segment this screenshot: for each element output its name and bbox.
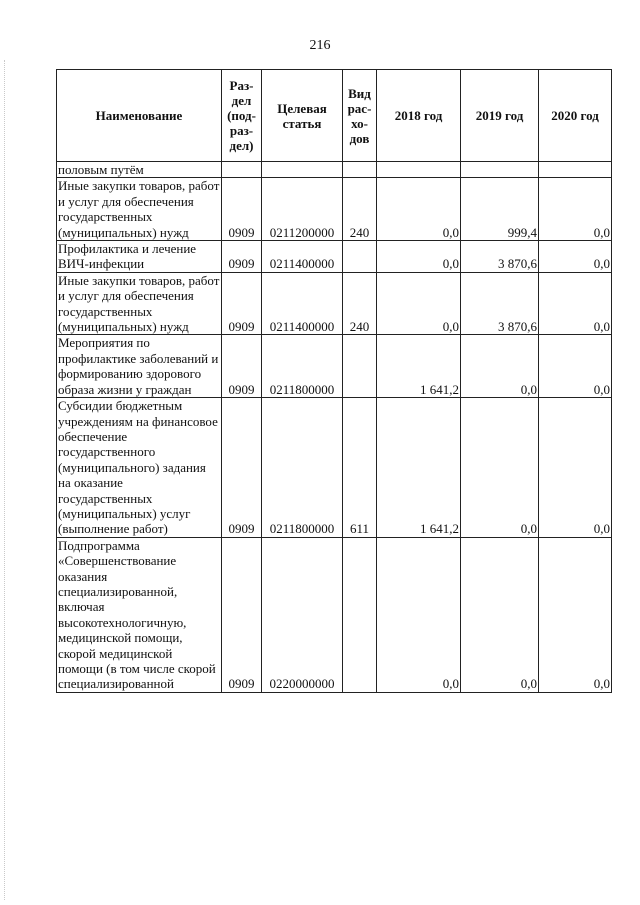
cell-section: 0909 — [222, 178, 262, 241]
cell-section: 0909 — [222, 537, 262, 692]
cell-name: Профилактика и лечение ВИЧ-инфекции — [57, 241, 222, 273]
cell-2020: 0,0 — [539, 241, 612, 273]
cell-2019: 0,0 — [461, 335, 539, 398]
cell-target: 0211800000 — [262, 335, 343, 398]
cell-expense — [343, 241, 377, 273]
cell-2020 — [539, 162, 612, 178]
cell-expense — [343, 162, 377, 178]
cell-name: половым путём — [57, 162, 222, 178]
cell-2019 — [461, 162, 539, 178]
cell-2020: 0,0 — [539, 272, 612, 335]
cell-section: 0909 — [222, 272, 262, 335]
cell-2019: 0,0 — [461, 537, 539, 692]
table-row — [57, 335, 612, 398]
cell-name: Субсидии бюджетным учреждениям на финансовое обеспечение государственного (муниципального) задания на оказание государственных (муниципальных) услуг (выполнение работ) — [57, 398, 222, 538]
cell-expense: 240 — [343, 272, 377, 335]
cell-2020: 0,0 — [539, 178, 612, 241]
header-2020: 2020 год — [539, 70, 612, 162]
page-number: 216 — [309, 38, 331, 53]
cell-2019: 0,0 — [461, 398, 539, 538]
header-target: Целевая статья — [262, 70, 343, 162]
table-row — [57, 162, 612, 178]
cell-section — [222, 162, 262, 178]
cell-name: Иные закупки товаров, работ и услуг для обеспечения государственных (муниципальных) нужд — [57, 272, 222, 335]
cell-section: 0909 — [222, 241, 262, 273]
table-row — [57, 537, 612, 692]
cell-name: Иные закупки товаров, работ и услуг для обеспечения государственных (муниципальных) нужд — [57, 178, 222, 241]
cell-target — [262, 162, 343, 178]
cell-expense — [343, 537, 377, 692]
header-expense: Вид рас- хо- дов — [343, 70, 377, 162]
cell-name: Подпрограмма «Совершенствование оказания специализированной, включая высокотехнологичную, медицинской помощи, скорой медицинской помощи (в том числе скорой специализированной — [57, 537, 222, 692]
cell-target: 0211800000 — [262, 398, 343, 538]
cell-target: 0220000000 — [262, 537, 343, 692]
table-header-row — [57, 70, 612, 162]
cell-2019: 999,4 — [461, 178, 539, 241]
budget-table — [56, 69, 612, 693]
cell-name: Мероприятия по профилактике заболеваний и формированию здорового образа жизни у граждан — [57, 335, 222, 398]
header-2018: 2018 год — [377, 70, 461, 162]
cell-2018 — [377, 162, 461, 178]
cell-2019: 3 870,6 — [461, 241, 539, 273]
cell-target: 0211200000 — [262, 178, 343, 241]
cell-2018: 0,0 — [377, 178, 461, 241]
header-section: Раз- дел (под- раз- дел) — [222, 70, 262, 162]
cell-2018: 0,0 — [377, 241, 461, 273]
cell-2018: 1 641,2 — [377, 398, 461, 538]
cell-section: 0909 — [222, 335, 262, 398]
header-name: Наименование — [57, 70, 222, 162]
cell-expense: 611 — [343, 398, 377, 538]
cell-target: 0211400000 — [262, 272, 343, 335]
table-row — [57, 178, 612, 241]
header-2019: 2019 год — [461, 70, 539, 162]
cell-2018: 0,0 — [377, 272, 461, 335]
page-edge-marks — [4, 60, 5, 900]
cell-2019: 3 870,6 — [461, 272, 539, 335]
cell-expense: 240 — [343, 178, 377, 241]
cell-target: 0211400000 — [262, 241, 343, 273]
cell-expense — [343, 335, 377, 398]
cell-2018: 0,0 — [377, 537, 461, 692]
cell-2020: 0,0 — [539, 335, 612, 398]
table-row — [57, 272, 612, 335]
cell-2020: 0,0 — [539, 537, 612, 692]
table-row — [57, 241, 612, 273]
cell-2020: 0,0 — [539, 398, 612, 538]
cell-section: 0909 — [222, 398, 262, 538]
table-row — [57, 398, 612, 538]
cell-2018: 1 641,2 — [377, 335, 461, 398]
